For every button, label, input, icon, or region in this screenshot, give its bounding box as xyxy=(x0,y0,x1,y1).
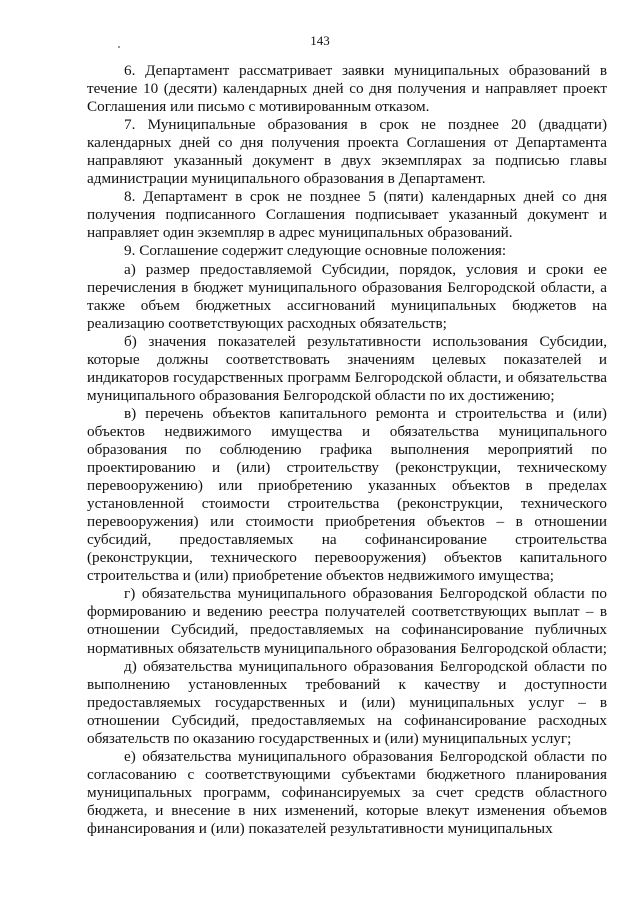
paragraph-8: 8. Департамент в срок не позднее 5 (пяти) календарных дней со дня получения подписанного Соглашения подписывает указанный документ и направляет один экземпляр в адрес муниципальных образований. xyxy=(87,188,607,242)
list-item-g: г) обязательства муниципального образования Белгородской области по формированию и ведению реестра получателей соответствующих выплат – в отношении Субсидий, предоставляемых на софинансирование публичных нормативных обязательств муниципального образования Белгородской области; xyxy=(87,585,608,657)
document-body xyxy=(87,62,607,838)
list-item-d: д) обязательства муниципального образования Белгородской области по выполнению установленных требований к качеству и доступности предоставляемых государственных и (или) муниципальных услуг – в отношении Субсидий, предоставляемых на софинансирование расходных обязательств по оказанию государственных и (или) муниципальных услуг; xyxy=(87,657,607,747)
list-item-v: в) перечень объектов капитального ремонта и строительства и (или) объектов недвижимого имущества и обязательства муниципального образования по соблюдению графика выполнения мероприятий по проектированию и (или) строительству (реконструкции, техническому перевооружению) или приобретению указанных объектов в пределах установленной стоимости строительства (реконструкции, технического перевооружения) или стоимости приобретения объектов – в отношении субсидий, предоставляемых на софинансирование строительства (реконструкции, технического перевооружения) объектов капитального строительства и (или) приобретение объектов недвижимого имущества; xyxy=(87,404,607,585)
paragraph-6: 6. Департамент рассматривает заявки муниципальных образований в течение 10 (десяти) календарных дней со дня получения и направляет проект Соглашения или письмо с мотивированным отказом. xyxy=(87,62,607,116)
paragraph-9: 9. Соглашение содержит следующие основные положения: xyxy=(124,242,507,260)
list-item-e: е) обязательства муниципального образования Белгородской области по согласованию с соответствующими субъектами бюджетного планирования муниципальных программ, софинансируемых за счет средств областного бюджета, и внесение в них изменений, которые влекут изменения объемов финансирования и (или) показателей результативности муниципальных xyxy=(87,747,607,837)
scan-artifact-dot xyxy=(118,46,120,48)
list-item-a: а) размер предоставляемой Субсидии, порядок, условия и сроки ее перечисления в бюджет муниципального образования Белгородской области, а также объем бюджетных ассигнований муниципальных бюджетов на реализацию соответствующих расходных обязательств; xyxy=(87,260,607,332)
page-number: 143 xyxy=(310,33,330,48)
paragraph-7: 7. Муниципальные образования в срок не позднее 20 (двадцати) календарных дней со дня получения проекта Соглашения от Департамента направляют указанный документ в двух экземплярах за подписью главы администрации муниципального образования в Департамент. xyxy=(87,116,607,188)
list-item-b: б) значения показателей результативности использования Субсидии, которые должны соответствовать значениям целевых показателей и индикаторов государственных программ Белгородской области, и обязательства муниципального образования Белгородской области по их достижению; xyxy=(87,332,607,404)
